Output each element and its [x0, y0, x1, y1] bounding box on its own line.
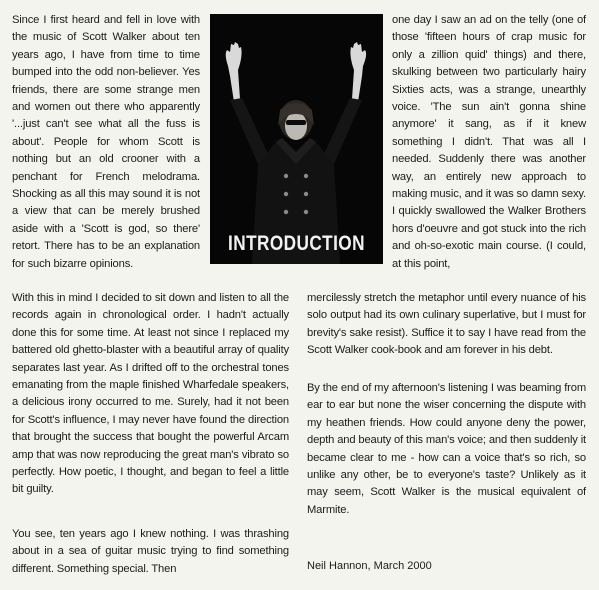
paragraph-then: You see, ten years ago I knew nothing. I was thrashing about in a sea of guitar music trying to find something different. Something special. Then	[12, 528, 289, 575]
section-title: INTRODUCTION	[228, 232, 365, 255]
paragraph-conclusion: By the end of my afternoon's listening I was beaming from ear to ear but none the wiser concerning the dispute with my heathen friends. How could anyone deny the power, depth and beauty of this man's voice; and then suddenly it became clear to me - how can a voice that's so rich, so unlike any other, be to everyone's taste? Unlikely as it may seem, Scott Walker is the musical equivalent of Marmite.	[307, 382, 586, 516]
paragraph-records: With this in mind I decided to sit down and listen to all the records again in chronological order. I hadn't actually done this for some time. At least not since I replaced my battered old ghetto-blaster with a beautiful array of quality separates last year. As I drifted off to the orchestral tones emanating from the maple finished Wharfedale speakers, a delicious irony occurred to me. Surely, had it not been for Scott's influence, I may never have found the direction that brought the success that bought the powerful Arcam amp that was now reproducing the great man's vibrato so perfectly. How poetic, I thought, and began to feel a little bit guilty.	[12, 292, 289, 496]
paragraph-suffice: mercilessly stretch the metaphor until every nuance of his solo output had its own culinary superlative, but I must for brevity's sake resist). Suffice it to say I have read from the Scott Walker cook-book and am forever in his debt.	[307, 292, 586, 357]
paragraph-intro: Since I first heard and fell in love with the music of Scott Walker about ten years ago, I have from time to time bumped into the odd non-believer. Yes friends, there are some strange men and women out there who apparently '...just can't see what all the fuss is about'. People for whom Scott is nothing but an old crooner with a penchant for French melodrama. Shocking as all this may sound it is not a view that can be merely brushed aside with a 'Scott is god, so there' retort. There has to be an explanation for such bizarre opinions.	[12, 14, 200, 270]
paragraph-right-top: one day I saw an ad on the telly (one of those 'fifteen hours of crap music for only a zillion quid' things) and there, skulking between two particularly hairy Sixties acts, was a strange, unearthly voice. 'The sun ain't gonna shine anymore' it sang, as if it knew something I didn't. That was all I needed. Suddenly there was another way, an entirely new approach to making music, and it was so damn sexy. I quickly swallowed the Walker Brothers hors d'oeuvre and got stuck into the rich and oh-so-exotic main course. (I could, at this point,	[392, 14, 586, 270]
signature: Neil Hannon, March 2000	[307, 560, 432, 572]
photo-man-raised-hands-icon	[210, 14, 383, 264]
photo-panel	[210, 14, 383, 264]
